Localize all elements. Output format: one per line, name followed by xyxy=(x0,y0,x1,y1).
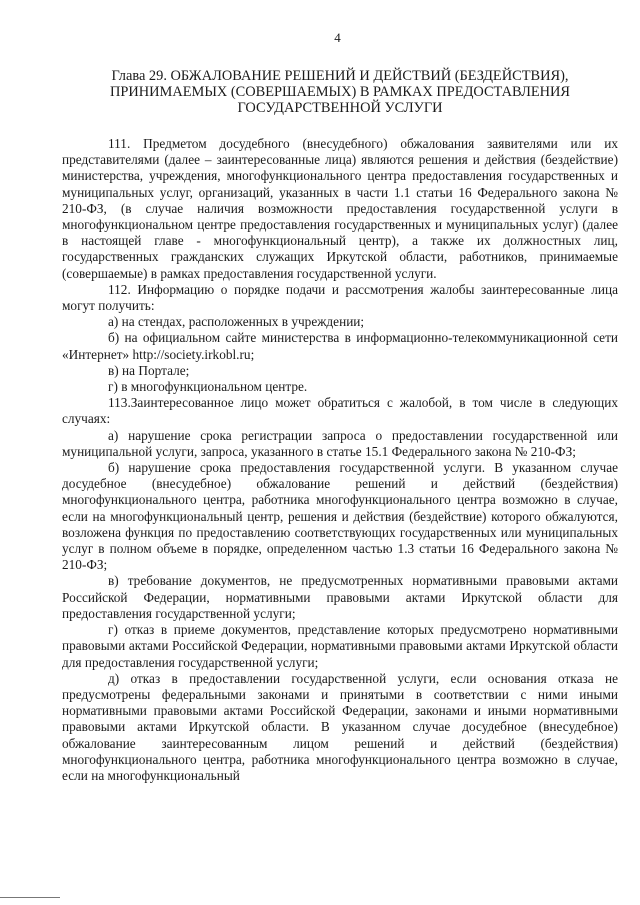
list-item-113-v: в) требование документов, не предусмотренных нормативными правовыми актами Российской Федерации, нормативными правовыми актами Иркутской области для предоставления государственной услуги; xyxy=(62,573,618,621)
list-item-113-b: б) нарушение срока предоставления государственной услуги. В указанном случае досудебное (внесудебное) обжалование решений и действий (бездействия) многофункционального центра, работника многофункционального центра возможно в случае, если на многофункциональный центр, решения и действия (бездействие) которого обжалуются, возложена функция по предоставлению соответствующих государственных или муниципальных услуг в полном объеме в порядке, определенном частью 1.3 статьи 16 Федерального закона № 210-ФЗ; xyxy=(62,460,618,573)
chapter-title-line-3: ГОСУДАРСТВЕННОЙ УСЛУГИ xyxy=(237,100,443,116)
list-item-113-d: д) отказ в предоставлении государственной услуги, если основания отказа не предусмотрены федеральными законами и принятыми в соответствии с ними иными нормативными правовыми актами Российской Федерации, законами и иными нормативными правовыми актами Иркутской области. В указанном случае досудебное (внесудебное) обжалование заинтересованным лицом решений и действий (бездействия) многофункционального центра, работника многофункционального центра возможно в случае, если на многофункциональный xyxy=(62,670,618,783)
list-item-112-b: б) на официальном сайте министерства в информационно-телекоммуникационной сети «Интернет» http://society.irkobl.ru; xyxy=(62,330,618,362)
list-item-112-g: г) в многофункциональном центре. xyxy=(108,379,308,395)
chapter-title-line-1: Глава 29. ОБЖАЛОВАНИЕ РЕШЕНИЙ И ДЕЙСТВИЙ (БЕЗДЕЙСТВИЯ), xyxy=(111,68,569,84)
chapter-title-line-2: ПРИНИМАЕМЫХ (СОВЕРШАЕМЫХ) В РАМКАХ ПРЕДОСТАВЛЕНИЯ xyxy=(109,84,571,100)
page-number: 4 xyxy=(334,30,341,45)
document-page xyxy=(62,30,618,784)
paragraph-113: 113.Заинтересованное лицо может обратиться с жалобой, в том числе в следующих случаях: xyxy=(62,395,618,427)
paragraph-112: 112. Информацию о порядке подачи и рассмотрения жалобы заинтересованные лица могут получить: xyxy=(62,281,618,314)
list-item-112-a: а) на стендах, расположенных в учреждении; xyxy=(108,314,365,330)
list-item-113-a: а) нарушение срока регистрации запроса о предоставлении государственной или муниципальной услуги, запроса, указанного в статье 15.1 Федерального закона № 210-ФЗ; xyxy=(62,427,618,459)
list-item-113-g: г) отказ в приеме документов, представление которых предусмотрено нормативными правовыми актами Российской Федерации, нормативными правовыми актами Иркутской области для предоставления государственной услуги; xyxy=(62,622,618,670)
list-item-112-v: в) на Портале; xyxy=(108,362,190,378)
paragraph-111: 111. Предметом досудебного (внесудебного) обжалования заявителями или их представителями (далее – заинтересованные лица) являются решения и действия (бездействие) министерства, учреждения, многофункционального центра предоставления государственных и муниципальных услуг, организаций, указанных в части 1.1 статьи 16 Федерального закона № 210-ФЗ, (в случае наличия возможности предоставления государственной услуги в многофункциональном центре предоставления государственных и муниципальных услуг) (далее в настоящей главе - многофункциональный центр), а также их должностных лиц, государственных гражданских служащих Иркутской области, работников, принимаемые (совершаемые) в рамках предоставления государственной услуги. xyxy=(62,136,618,281)
footer-divider xyxy=(0,897,60,898)
chapter-title xyxy=(62,68,618,116)
